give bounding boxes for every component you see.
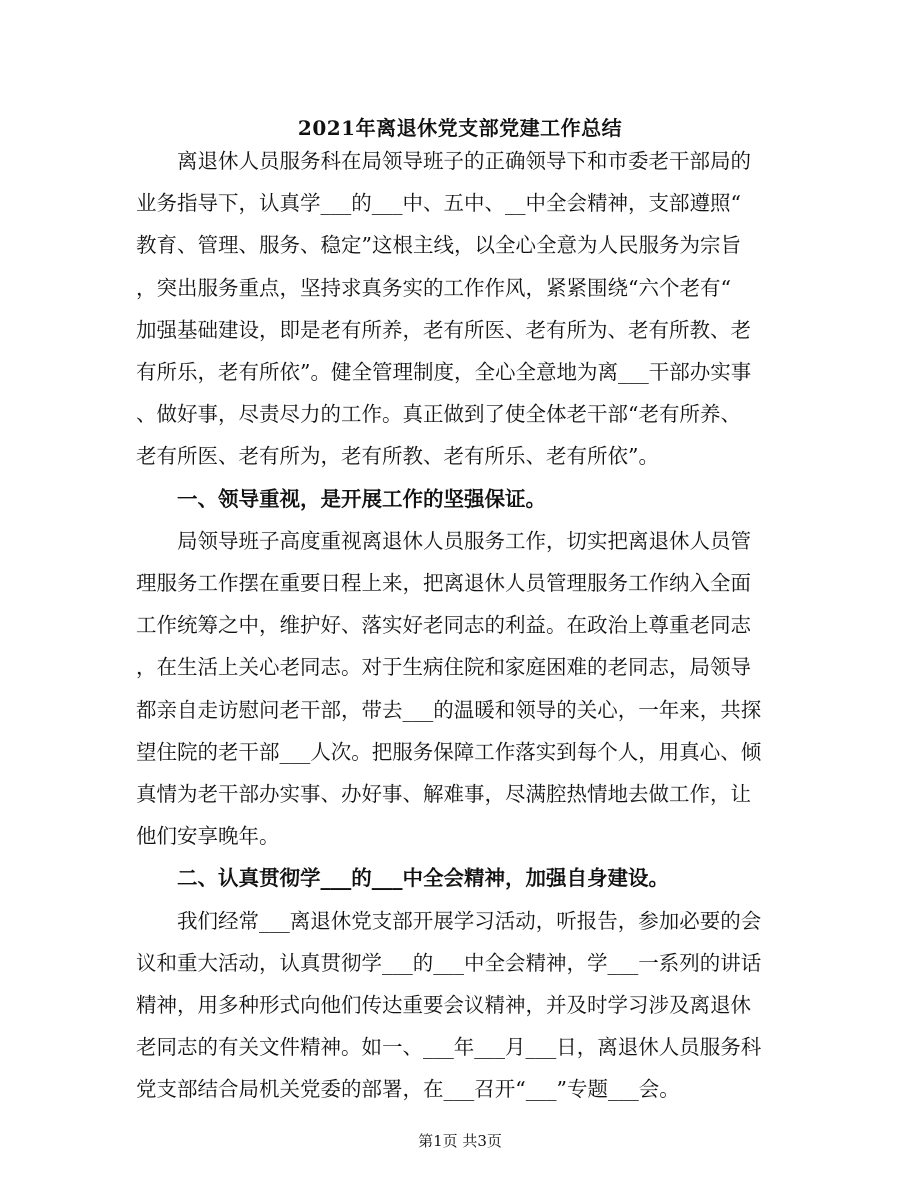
- paragraph-line: 老同志的有关文件精神。如一、___年___月___日，离退休人员服务科: [136, 1035, 762, 1060]
- paragraph-line: 他们安享晚年。: [136, 824, 280, 849]
- paragraph-line: 业务指导下，认真学___的___中、五中、__中全会精神，支部遵照“: [136, 191, 741, 216]
- paragraph-line: 局领导班子高度重视离退休人员服务工作，切实把离退休人员管: [136, 528, 751, 553]
- paragraph-line: 议和重大活动，认真贯彻学___的___中全会精神，学___一系列的讲话: [136, 950, 762, 975]
- paragraph-line: 教育、管理、服务、稳定”这根主线，以全心全意为人民服务为宗旨: [136, 233, 741, 258]
- paragraph-line: 真情为老干部办实事、办好事、解难事，尽满腔热情地去做工作，让: [136, 782, 751, 806]
- paragraph-line: 都亲自走访慰问老干部，带去___的温暖和领导的关心，一年来，共探: [136, 697, 762, 722]
- paragraph-line: ，突出服务重点，坚持求真务实的工作作风，紧紧围绕“六个老有“: [136, 275, 731, 300]
- paragraph-line: 、做好事，尽责尽力的工作。真正做到了使全体老干部“老有所养、: [136, 402, 741, 427]
- paragraph-line: 加强基础建设，即是老有所养，老有所医、老有所为、老有所教、老: [136, 317, 751, 342]
- paragraph-line: 望住院的老干部___人次。把服务保障工作落实到每个人，用真心、倾: [136, 739, 762, 764]
- paragraph-line: 理服务工作摆在重要日程上来，把离退休人员管理服务工作纳入全面: [136, 571, 751, 595]
- section-heading-1: 一、领导重视，是开展工作的坚强保证。: [136, 486, 546, 511]
- section-heading-2: 二、认真贯彻学___的___中全会精神，加强自身建设。: [136, 866, 669, 891]
- paragraph-line: 党支部结合局机关党委的部署，在___召开“___”专题___会。: [136, 1077, 680, 1102]
- paragraph-line: 工作统筹之中，维护好、落实好老同志的利益。在政治上尊重老同志: [136, 613, 751, 638]
- paragraph-line: 我们经常___离退休党支部开展学习活动，听报告，参加必要的会: [136, 908, 762, 933]
- paragraph-line: 老有所医、老有所为，老有所教、老有所乐、老有所依”。: [136, 444, 659, 469]
- paragraph-line: 精神，用多种形式向他们传达重要会议精神，并及时学习涉及离退休: [136, 993, 751, 1017]
- paragraph-line: 离退休人员服务科在局领导班子的正确领导下和市委老干部局的: [136, 149, 751, 173]
- page-footer: 第1页 共3页: [418, 1132, 502, 1150]
- paragraph-line: 有所乐，老有所依”。健全管理制度，全心全意地为离___干部办实事: [136, 360, 752, 384]
- paragraph-line: ，在生活上关心老同志。对于生病住院和家庭困难的老同志，局领导: [136, 655, 751, 680]
- document-title: 2021年离退休党支部党建工作总结: [297, 116, 623, 140]
